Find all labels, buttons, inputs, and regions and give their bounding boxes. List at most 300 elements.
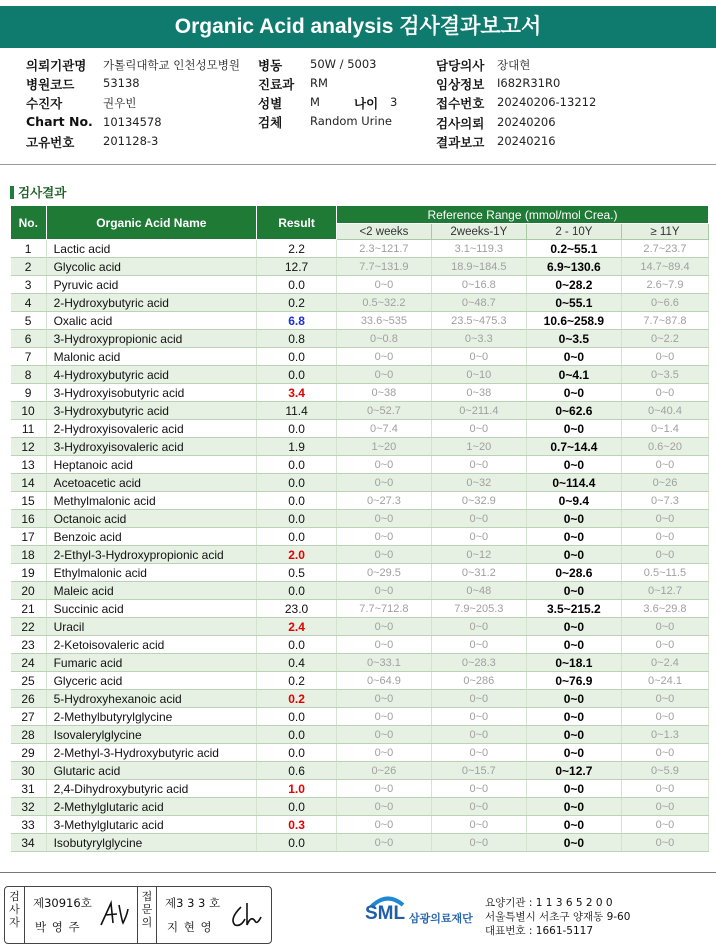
ref-11y-plus: 0~24.1 — [621, 672, 708, 690]
patient-value: 권우빈 — [103, 96, 137, 110]
ref-2-10y: 0~0 — [526, 420, 621, 438]
ref-11y-plus: 0~0 — [621, 834, 708, 852]
ref-2-10y: 0~62.6 — [526, 402, 621, 420]
row-name: 3-Hydroxyisovaleric acid — [46, 438, 257, 456]
row-no: 23 — [11, 636, 47, 654]
ref-2-10y: 0~76.9 — [526, 672, 621, 690]
org-address: 서울특별시 서초구 양재동 9-60 — [485, 911, 631, 923]
table-row — [11, 384, 709, 402]
ref-2-10y: 0~0 — [526, 726, 621, 744]
row-result: 0.0 — [257, 798, 337, 816]
ref-under-2w: 7.7~712.8 — [337, 600, 432, 618]
ref-2-10y: 0.2~55.1 — [526, 240, 621, 258]
table-row — [11, 420, 709, 438]
clinical-value: I682R31R0 — [497, 76, 561, 90]
ref-col-2: 2weeks-1Y — [431, 224, 526, 240]
ref-under-2w: 0~27.3 — [337, 492, 432, 510]
row-no: 8 — [11, 366, 47, 384]
ref-2-10y: 0~114.4 — [526, 474, 621, 492]
row-result: 12.7 — [257, 258, 337, 276]
unique-value: 201128-3 — [103, 134, 159, 148]
row-result: 0.2 — [257, 672, 337, 690]
ref-2-10y: 0~0 — [526, 636, 621, 654]
ref-under-2w: 0~0 — [337, 798, 432, 816]
table-row — [11, 834, 709, 852]
table-row — [11, 618, 709, 636]
row-result: 0.3 — [257, 816, 337, 834]
row-no: 31 — [11, 780, 47, 798]
table-row — [11, 258, 709, 276]
ref-2-10y: 0.7~14.4 — [526, 438, 621, 456]
ref-under-2w: 1~20 — [337, 438, 432, 456]
table-row — [11, 294, 709, 312]
institution-value: 가톨릭대학교 인천성모병원 — [103, 58, 240, 72]
ref-2-10y: 0~0 — [526, 582, 621, 600]
row-name: 2-Methylglutaric acid — [46, 798, 257, 816]
row-no: 33 — [11, 816, 47, 834]
ref-under-2w: 0~26 — [337, 762, 432, 780]
ref-2w-1y: 0~10 — [431, 366, 526, 384]
sex-label: 성별 — [258, 96, 283, 111]
ref-2w-1y: 0~12 — [431, 546, 526, 564]
ref-under-2w: 0~0 — [337, 726, 432, 744]
table-row — [11, 276, 709, 294]
age-label: 나이 — [354, 96, 379, 111]
ref-2-10y: 0~9.4 — [526, 492, 621, 510]
ref-2w-1y: 3.1~119.3 — [431, 240, 526, 258]
table-row — [11, 402, 709, 420]
age-value: 3 — [390, 95, 398, 109]
ref-11y-plus: 0~1.4 — [621, 420, 708, 438]
footer-divider — [0, 872, 716, 873]
table-row — [11, 744, 709, 762]
row-name: 5-Hydroxyhexanoic acid — [46, 690, 257, 708]
row-name: Heptanoic acid — [46, 456, 257, 474]
ref-2-10y: 0~0 — [526, 528, 621, 546]
ref-2w-1y: 0~0 — [431, 726, 526, 744]
ref-11y-plus: 0~0 — [621, 546, 708, 564]
row-name: 2,4-Dihydroxybutyric acid — [46, 780, 257, 798]
report-header — [0, 56, 716, 166]
row-no: 25 — [11, 672, 47, 690]
row-name: 3-Hydroxypropionic acid — [46, 330, 257, 348]
row-result: 0.0 — [257, 528, 337, 546]
ref-11y-plus: 2.6~7.9 — [621, 276, 708, 294]
ref-11y-plus: 0~12.7 — [621, 582, 708, 600]
ref-2-10y: 10.6~258.9 — [526, 312, 621, 330]
ref-2w-1y: 18.9~184.5 — [431, 258, 526, 276]
row-result: 0.0 — [257, 708, 337, 726]
row-no: 14 — [11, 474, 47, 492]
row-name: Glycolic acid — [46, 258, 257, 276]
row-result: 0.2 — [257, 294, 337, 312]
report-date-value: 20240216 — [497, 134, 556, 148]
row-result: 0.5 — [257, 564, 337, 582]
ref-11y-plus: 0~1.3 — [621, 726, 708, 744]
row-result: 6.8 — [257, 312, 337, 330]
examiner-name: 박 영 주 — [35, 920, 81, 934]
ref-under-2w: 0~0 — [337, 474, 432, 492]
row-result: 2.0 — [257, 546, 337, 564]
ref-11y-plus: 0~3.5 — [621, 366, 708, 384]
row-result: 2.4 — [257, 618, 337, 636]
row-no: 28 — [11, 726, 47, 744]
row-result: 0.2 — [257, 690, 337, 708]
row-name: Octanoic acid — [46, 510, 257, 528]
examiner-label: 검사자 — [5, 887, 25, 943]
ref-2w-1y: 0~0 — [431, 816, 526, 834]
table-row — [11, 780, 709, 798]
ref-11y-plus: 0~0 — [621, 690, 708, 708]
row-result: 1.9 — [257, 438, 337, 456]
ref-11y-plus: 3.6~29.8 — [621, 600, 708, 618]
row-no: 32 — [11, 798, 47, 816]
ref-2w-1y: 0~31.2 — [431, 564, 526, 582]
row-name: Glutaric acid — [46, 762, 257, 780]
specimen-value: Random Urine — [310, 114, 392, 128]
ref-2-10y: 0~0 — [526, 348, 621, 366]
confirmer-label: 접문의 — [137, 887, 157, 943]
row-no: 20 — [11, 582, 47, 600]
ref-11y-plus: 0~0 — [621, 384, 708, 402]
ref-2-10y: 0~0 — [526, 798, 621, 816]
row-no: 15 — [11, 492, 47, 510]
row-no: 16 — [11, 510, 47, 528]
hospital-code-value: 53138 — [103, 76, 140, 90]
ref-2-10y: 0~28.2 — [526, 276, 621, 294]
row-result: 0.6 — [257, 762, 337, 780]
table-row — [11, 348, 709, 366]
unique-label: 고유번호 — [26, 135, 75, 150]
row-no: 7 — [11, 348, 47, 366]
ref-2w-1y: 0~0 — [431, 636, 526, 654]
report-title: Organic Acid analysis 검사결과보고서 — [0, 6, 716, 48]
row-name: Isobutyrylglycine — [46, 834, 257, 852]
table-row — [11, 312, 709, 330]
ref-2w-1y: 0~3.3 — [431, 330, 526, 348]
receipt-label: 접수번호 — [436, 96, 485, 111]
ref-under-2w: 0~0 — [337, 618, 432, 636]
row-result: 0.0 — [257, 348, 337, 366]
ref-2w-1y: 0~15.7 — [431, 762, 526, 780]
ref-11y-plus: 0~0 — [621, 456, 708, 474]
ref-under-2w: 0~0 — [337, 744, 432, 762]
confirmer-signature — [227, 897, 263, 933]
results-table — [10, 205, 709, 852]
ref-11y-plus: 0~40.4 — [621, 402, 708, 420]
table-row — [11, 330, 709, 348]
table-row — [11, 546, 709, 564]
org-info — [485, 896, 630, 938]
row-result: 0.0 — [257, 744, 337, 762]
dept-label: 진료과 — [258, 77, 295, 92]
request-value: 20240206 — [497, 115, 556, 129]
row-result: 0.0 — [257, 726, 337, 744]
row-result: 0.4 — [257, 654, 337, 672]
ref-2w-1y: 0~0 — [431, 528, 526, 546]
ref-2w-1y: 0~48 — [431, 582, 526, 600]
ref-under-2w: 0~7.4 — [337, 420, 432, 438]
row-name: 2-Ethyl-3-Hydroxypropionic acid — [46, 546, 257, 564]
row-no: 18 — [11, 546, 47, 564]
ref-2w-1y: 0~0 — [431, 780, 526, 798]
ref-2w-1y: 0~0 — [431, 420, 526, 438]
ref-11y-plus: 0~0 — [621, 744, 708, 762]
row-no: 21 — [11, 600, 47, 618]
examiner-signature — [97, 897, 131, 933]
table-row — [11, 528, 709, 546]
row-name: Lactic acid — [46, 240, 257, 258]
ref-2-10y: 0~0 — [526, 780, 621, 798]
ward-value: 50W / 5003 — [310, 57, 377, 71]
ref-2-10y: 6.9~130.6 — [526, 258, 621, 276]
row-name: Ethylmalonic acid — [46, 564, 257, 582]
row-name: 2-Ketoisovaleric acid — [46, 636, 257, 654]
row-name: 3-Methylglutaric acid — [46, 816, 257, 834]
row-result: 0.0 — [257, 474, 337, 492]
table-row — [11, 492, 709, 510]
row-result: 0.0 — [257, 366, 337, 384]
row-name: Oxalic acid — [46, 312, 257, 330]
signature-box — [4, 886, 272, 944]
ref-under-2w: 0~0 — [337, 510, 432, 528]
table-row — [11, 798, 709, 816]
org-phone: 대표번호 : 1661-5117 — [485, 925, 594, 937]
report-date-label: 결과보고 — [436, 135, 485, 150]
row-no: 6 — [11, 330, 47, 348]
ref-11y-plus: 0~0 — [621, 528, 708, 546]
row-no: 5 — [11, 312, 47, 330]
chart-label: Chart No. — [26, 114, 93, 129]
row-name: 3-Hydroxybutyric acid — [46, 402, 257, 420]
ref-2-10y: 0~0 — [526, 510, 621, 528]
ref-2-10y: 0~12.7 — [526, 762, 621, 780]
ref-2-10y: 0~28.6 — [526, 564, 621, 582]
org-name: 삼광의료재단 — [409, 912, 473, 925]
examiner-no: 제30916호 — [33, 896, 92, 910]
row-name: Maleic acid — [46, 582, 257, 600]
row-result: 2.2 — [257, 240, 337, 258]
table-row — [11, 654, 709, 672]
ref-2-10y: 0~0 — [526, 384, 621, 402]
col-result: Result — [257, 206, 337, 240]
row-no: 34 — [11, 834, 47, 852]
confirmer-no: 제3 3 3 호 — [165, 896, 221, 910]
ref-under-2w: 33.6~535 — [337, 312, 432, 330]
dept-value: RM — [310, 76, 328, 90]
section-title-text: 검사결과 — [18, 185, 67, 200]
row-name: Succinic acid — [46, 600, 257, 618]
doctor-value: 장대현 — [497, 58, 531, 72]
table-row — [11, 564, 709, 582]
ref-col-1: <2 weeks — [337, 224, 432, 240]
row-no: 9 — [11, 384, 47, 402]
table-row — [11, 240, 709, 258]
ref-2w-1y: 0~48.7 — [431, 294, 526, 312]
ref-2w-1y: 0~286 — [431, 672, 526, 690]
row-no: 19 — [11, 564, 47, 582]
ref-under-2w: 0~0 — [337, 366, 432, 384]
ref-2w-1y: 0~0 — [431, 510, 526, 528]
row-name: Fumaric acid — [46, 654, 257, 672]
receipt-value: 20240206-13212 — [497, 95, 597, 109]
ref-2-10y: 0~55.1 — [526, 294, 621, 312]
hospital-code-label: 병원코드 — [26, 77, 75, 92]
ref-11y-plus: 0~0 — [621, 348, 708, 366]
row-no: 27 — [11, 708, 47, 726]
row-name: Uracil — [46, 618, 257, 636]
row-no: 13 — [11, 456, 47, 474]
ref-2w-1y: 0~32 — [431, 474, 526, 492]
specimen-label: 검체 — [258, 115, 283, 130]
ref-11y-plus: 0~26 — [621, 474, 708, 492]
ref-2w-1y: 0~16.8 — [431, 276, 526, 294]
ref-under-2w: 0~0 — [337, 816, 432, 834]
ref-11y-plus: 0.5~11.5 — [621, 564, 708, 582]
table-row — [11, 456, 709, 474]
ref-11y-plus: 0~6.6 — [621, 294, 708, 312]
row-result: 0.8 — [257, 330, 337, 348]
row-result: 0.0 — [257, 636, 337, 654]
row-name: 3-Hydroxyisobutyric acid — [46, 384, 257, 402]
row-no: 10 — [11, 402, 47, 420]
row-result: 0.0 — [257, 510, 337, 528]
ref-11y-plus: 0~0 — [621, 510, 708, 528]
table-row — [11, 762, 709, 780]
row-no: 24 — [11, 654, 47, 672]
ref-under-2w: 0~0 — [337, 780, 432, 798]
row-name: Acetoacetic acid — [46, 474, 257, 492]
row-no: 3 — [11, 276, 47, 294]
row-name: 2-Methyl-3-Hydroxybutyric acid — [46, 744, 257, 762]
sex-value: M — [310, 95, 320, 109]
ref-11y-plus: 2.7~23.7 — [621, 240, 708, 258]
table-row — [11, 708, 709, 726]
ref-2w-1y: 0~0 — [431, 348, 526, 366]
ref-11y-plus: 0~7.3 — [621, 492, 708, 510]
ref-2w-1y: 0~38 — [431, 384, 526, 402]
row-result: 11.4 — [257, 402, 337, 420]
row-no: 29 — [11, 744, 47, 762]
row-no: 1 — [11, 240, 47, 258]
ref-under-2w: 0~0 — [337, 456, 432, 474]
row-no: 11 — [11, 420, 47, 438]
ref-2-10y: 0~0 — [526, 690, 621, 708]
table-row — [11, 672, 709, 690]
logo-text: SML — [365, 903, 406, 924]
row-name: Isovalerylglycine — [46, 726, 257, 744]
ref-2-10y: 0~0 — [526, 546, 621, 564]
chart-value: 10134578 — [103, 115, 162, 129]
ref-under-2w: 0~0 — [337, 582, 432, 600]
results-body — [11, 240, 709, 852]
ref-2-10y: 0~0 — [526, 834, 621, 852]
table-row — [11, 474, 709, 492]
ref-11y-plus: 14.7~89.4 — [621, 258, 708, 276]
org-code: 요양기관 : 1 1 3 6 5 2 0 0 — [485, 897, 613, 909]
ref-11y-plus: 0~2.4 — [621, 654, 708, 672]
ref-under-2w: 0~0 — [337, 636, 432, 654]
ref-2w-1y: 1~20 — [431, 438, 526, 456]
table-row — [11, 582, 709, 600]
table-row — [11, 690, 709, 708]
ref-under-2w: 0~38 — [337, 384, 432, 402]
ref-2-10y: 0~0 — [526, 816, 621, 834]
patient-label: 수진자 — [26, 96, 63, 111]
ref-under-2w: 0~0 — [337, 690, 432, 708]
ref-2-10y: 0~3.5 — [526, 330, 621, 348]
ref-2w-1y: 7.9~205.3 — [431, 600, 526, 618]
table-row — [11, 726, 709, 744]
row-result: 1.0 — [257, 780, 337, 798]
row-no: 22 — [11, 618, 47, 636]
clinical-label: 임상정보 — [436, 77, 485, 92]
row-name: Malonic acid — [46, 348, 257, 366]
ref-11y-plus: 0~0 — [621, 708, 708, 726]
row-name: Glyceric acid — [46, 672, 257, 690]
ref-11y-plus: 0~0 — [621, 636, 708, 654]
ref-2w-1y: 0~0 — [431, 798, 526, 816]
ref-2w-1y: 0~0 — [431, 708, 526, 726]
ref-2w-1y: 0~0 — [431, 618, 526, 636]
ref-under-2w: 0~0 — [337, 348, 432, 366]
row-no: 17 — [11, 528, 47, 546]
table-row — [11, 510, 709, 528]
ref-under-2w: 0~64.9 — [337, 672, 432, 690]
table-row — [11, 438, 709, 456]
ref-11y-plus: 0~2.2 — [621, 330, 708, 348]
ref-11y-plus: 0~0 — [621, 780, 708, 798]
row-result: 3.4 — [257, 384, 337, 402]
table-row — [11, 366, 709, 384]
ref-under-2w: 0~29.5 — [337, 564, 432, 582]
row-result: 23.0 — [257, 600, 337, 618]
ref-11y-plus: 0~0 — [621, 816, 708, 834]
ref-2w-1y: 0~0 — [431, 456, 526, 474]
ref-under-2w: 0~0 — [337, 834, 432, 852]
section-title — [10, 183, 66, 201]
ref-11y-plus: 0~0 — [621, 798, 708, 816]
row-name: 4-Hydroxybutyric acid — [46, 366, 257, 384]
row-name: 2-Hydroxybutyric acid — [46, 294, 257, 312]
row-no: 30 — [11, 762, 47, 780]
row-name: 2-Hydroxyisovaleric acid — [46, 420, 257, 438]
ref-under-2w: 7.7~131.9 — [337, 258, 432, 276]
ref-under-2w: 0~0 — [337, 276, 432, 294]
ref-11y-plus: 0~0 — [621, 618, 708, 636]
row-result: 0.0 — [257, 582, 337, 600]
confirmer-name: 지 현 영 — [167, 920, 213, 934]
ref-under-2w: 0~0.8 — [337, 330, 432, 348]
ref-2w-1y: 0~28.3 — [431, 654, 526, 672]
ref-2-10y: 0~0 — [526, 618, 621, 636]
table-row — [11, 636, 709, 654]
row-name: Pyruvic acid — [46, 276, 257, 294]
row-result: 0.0 — [257, 492, 337, 510]
ref-under-2w: 0~0 — [337, 528, 432, 546]
ref-under-2w: 0~33.1 — [337, 654, 432, 672]
ref-col-3: 2 - 10Y — [526, 224, 621, 240]
ref-2w-1y: 0~32.9 — [431, 492, 526, 510]
table-row — [11, 600, 709, 618]
col-no: No. — [11, 206, 47, 240]
ref-2-10y: 0~0 — [526, 708, 621, 726]
ref-2w-1y: 0~0 — [431, 690, 526, 708]
ref-under-2w: 0~52.7 — [337, 402, 432, 420]
ref-under-2w: 0~0 — [337, 546, 432, 564]
col-reference: Reference Range (mmol/mol Crea.) — [337, 206, 709, 224]
ref-11y-plus: 0~5.9 — [621, 762, 708, 780]
